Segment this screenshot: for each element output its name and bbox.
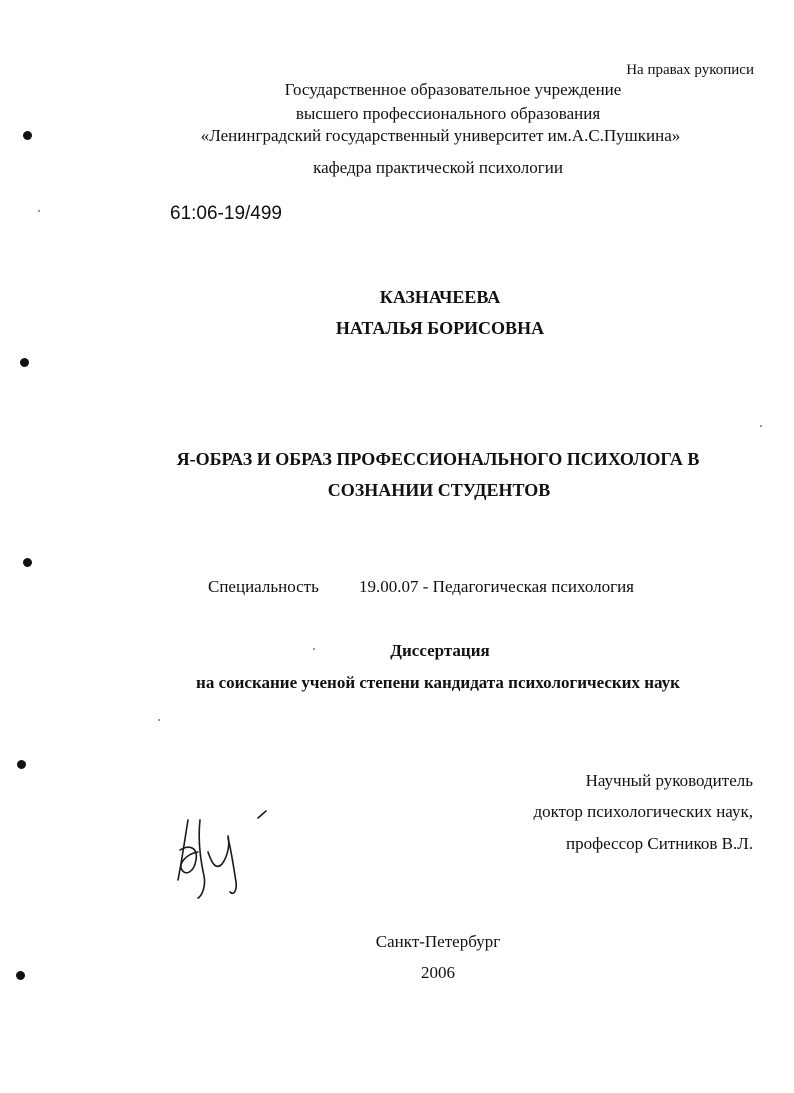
rights-note: На правах рукописи bbox=[626, 62, 754, 78]
binding-hole-5 bbox=[16, 971, 25, 980]
binding-hole-1 bbox=[23, 131, 32, 140]
scan-speck bbox=[313, 648, 315, 650]
scan-speck bbox=[760, 425, 762, 427]
supervisor-name: профессор Ситников В.Л. bbox=[565, 834, 753, 853]
year: 2006 bbox=[421, 963, 455, 982]
scan-speck bbox=[158, 719, 160, 721]
binding-hole-3 bbox=[23, 558, 32, 567]
specialty-label: Специальность bbox=[208, 577, 319, 596]
city: Санкт-Петербург bbox=[375, 932, 501, 951]
binding-hole-2 bbox=[20, 358, 29, 367]
institution-line-2: высшего профессионального образования bbox=[295, 104, 601, 123]
specialty-value: 19.00.07 - Педагогическая психология bbox=[359, 577, 634, 596]
thesis-title-line-2: СОЗНАНИИ СТУДЕНТОВ bbox=[327, 480, 551, 500]
institution-line-1: Государственное образовательное учреждение bbox=[284, 80, 622, 99]
scan-speck bbox=[38, 210, 40, 212]
author-surname: КАЗНАЧЕЕВА bbox=[379, 287, 501, 307]
supervisor-degree: доктор психологических наук, bbox=[533, 802, 753, 821]
thesis-title-line-1: Я-ОБРАЗ И ОБРАЗ ПРОФЕССИОНАЛЬНОГО ПСИХОЛОГА В bbox=[176, 449, 700, 469]
library-code: 61:06-19/499 bbox=[170, 203, 282, 224]
work-type: Диссертация bbox=[390, 641, 490, 660]
binding-hole-4 bbox=[17, 760, 26, 769]
department: кафедра практической психологии bbox=[313, 158, 563, 177]
author-given-names: НАТАЛЬЯ БОРИСОВНА bbox=[335, 318, 545, 338]
supervisor-role: Научный руководитель bbox=[585, 771, 753, 790]
handwritten-signature bbox=[170, 808, 275, 903]
institution-line-3: «Ленинградский государственный университет им.А.С.Пушкина» bbox=[200, 126, 681, 145]
degree-statement: на соискание ученой степени кандидата психологических наук bbox=[196, 673, 680, 692]
